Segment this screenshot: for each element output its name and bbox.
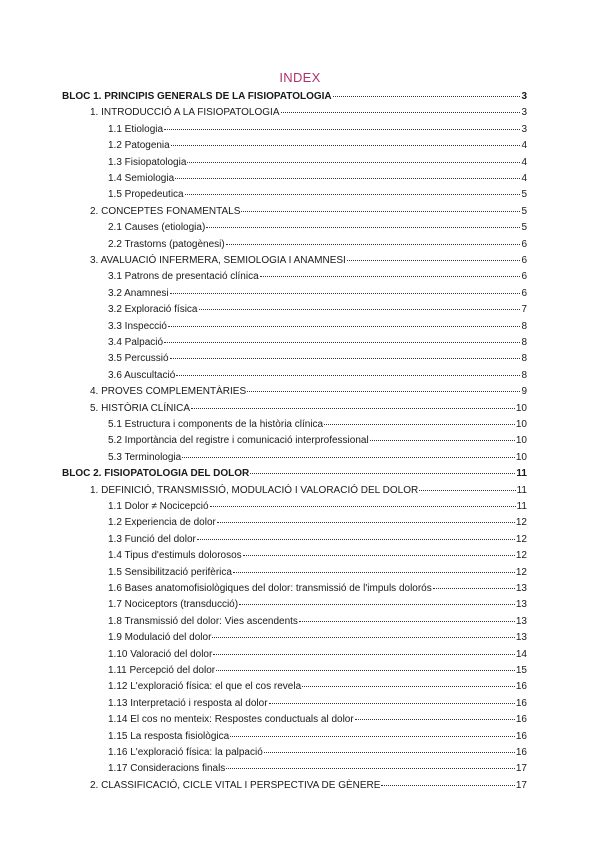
- toc-entry-label: 1.4 Tipus d'estimuls dolorosos: [108, 550, 242, 562]
- dot-leader: [175, 178, 520, 179]
- toc-entry[interactable]: [108, 681, 527, 693]
- toc-entry-label: 1.9 Modulació del dolor: [108, 632, 212, 644]
- index-title: INDEX: [279, 70, 321, 85]
- toc-entry[interactable]: [108, 370, 527, 382]
- dot-leader: [185, 194, 521, 195]
- toc-entry-label: 1.13 Interpretació i resposta al dolor: [108, 697, 268, 709]
- dot-leader: [171, 145, 521, 146]
- toc-entry-page: 10: [515, 402, 527, 414]
- toc-entry-label: 3.3 Inspecció: [108, 320, 167, 332]
- toc-entry-page: 10: [515, 451, 527, 463]
- toc-entry[interactable]: [90, 107, 527, 119]
- dot-leader: [281, 112, 521, 113]
- dot-leader: [233, 572, 515, 573]
- toc-entry-label: 1.12 L'exploració física: el que el cos revela: [108, 681, 302, 693]
- toc-entry[interactable]: [108, 731, 527, 743]
- toc-entry-label: 1.3 Funció del dolor: [108, 533, 196, 545]
- toc-entry[interactable]: [108, 321, 527, 333]
- dot-leader: [260, 276, 521, 277]
- toc-entry-label: BLOC 1. PRINCIPIS GENERALS DE LA FISIOPATOLOGIA: [62, 91, 332, 102]
- toc-entry[interactable]: [108, 140, 527, 152]
- toc-entry-page: 14: [515, 648, 527, 660]
- toc-entry-label: 5. HISTÒRIA CLÍNICA: [90, 402, 191, 414]
- dot-leader: [164, 342, 520, 343]
- toc-entry-page: 11: [516, 484, 527, 496]
- toc-entry-page: 16: [515, 747, 527, 758]
- toc-entry-page: 13: [515, 615, 527, 627]
- toc-entry-label: 1.1 Etiologia: [108, 123, 164, 135]
- toc-entry-page: 11: [516, 501, 527, 512]
- dot-leader: [212, 637, 514, 638]
- dot-leader: [206, 227, 520, 228]
- toc-entry-label: 1.7 Nociceptors (transducció): [108, 599, 239, 611]
- toc-entry-label: 5.1 Estructura i components de la història clínica: [108, 419, 324, 430]
- toc-entry[interactable]: [108, 698, 527, 710]
- toc-entry[interactable]: [108, 567, 527, 579]
- toc-entry[interactable]: [90, 386, 527, 398]
- toc-entry-page: 17: [515, 763, 527, 775]
- toc-entry-page: 12: [515, 517, 527, 529]
- dot-leader: [168, 326, 521, 327]
- toc-entry[interactable]: [108, 304, 527, 316]
- dot-leader: [197, 539, 515, 540]
- toc-entry-page: 13: [515, 583, 527, 594]
- toc-entry-page: 16: [515, 714, 527, 726]
- toc-entry-label: 1. DEFINICIÓ, TRANSMISSIÓ, MODULACIÓ I VALORACIÓ DEL DOLOR: [90, 484, 419, 496]
- toc-entry-page: 16: [515, 697, 527, 709]
- toc-entry[interactable]: [108, 452, 527, 464]
- toc-entry-page: 8: [521, 369, 527, 381]
- dot-leader: [355, 719, 515, 720]
- toc-entry-page: 12: [515, 550, 527, 562]
- toc-entry-label: 2. CLASSIFICACIÓ, CICLE VITAL I PERSPECTIVA DE GÈNERE: [90, 779, 381, 791]
- toc-entry[interactable]: [108, 353, 527, 365]
- toc-entry-page: 4: [521, 140, 527, 152]
- dot-leader: [239, 604, 515, 605]
- dot-leader: [247, 391, 520, 392]
- dot-leader: [170, 293, 521, 294]
- dot-leader: [182, 457, 515, 458]
- dot-leader: [433, 588, 515, 589]
- toc-entry-label: 3.2 Anamnesi: [108, 287, 169, 299]
- dot-leader: [230, 736, 515, 737]
- dot-leader: [176, 375, 520, 376]
- toc-entry[interactable]: [108, 550, 527, 562]
- dot-leader: [226, 768, 515, 769]
- toc-entry-page: 6: [521, 255, 527, 266]
- toc-entry[interactable]: [108, 239, 527, 251]
- toc-entry-page: 16: [515, 730, 527, 742]
- toc-entry[interactable]: [108, 435, 527, 447]
- toc-entry[interactable]: [108, 763, 527, 775]
- toc-entry[interactable]: [108, 173, 527, 185]
- toc-entry[interactable]: [90, 485, 527, 497]
- toc-entry-label: 5.2 Importància del registre i comunicació interprofessional: [108, 435, 369, 447]
- dot-leader: [419, 490, 515, 491]
- dot-leader: [216, 670, 515, 671]
- toc-entry[interactable]: [90, 206, 527, 218]
- toc-entry-label: 3.6 Auscultació: [108, 369, 176, 381]
- toc-entry[interactable]: [108, 534, 527, 546]
- toc-entry[interactable]: [62, 468, 527, 480]
- toc-entry-label: BLOC 2. FISIOPATOLOGIA DEL DOLOR: [62, 468, 250, 480]
- toc-entry-page: 12: [515, 566, 527, 578]
- toc-entry-page: 7: [521, 304, 527, 316]
- toc-entry-label: 1.5 Propedeutica: [108, 189, 184, 201]
- toc-entry-label: 5.3 Terminologia: [108, 451, 182, 463]
- toc-entry[interactable]: [62, 91, 527, 103]
- dot-leader: [381, 785, 514, 786]
- dot-leader: [269, 703, 515, 704]
- toc-entry[interactable]: [108, 649, 527, 661]
- toc-entry-label: 1.6 Bases anatomofisiològiques del dolor: transmissió de l'impuls dolorós: [108, 583, 432, 594]
- dot-leader: [324, 424, 515, 425]
- toc-entry-page: 17: [515, 779, 527, 791]
- toc-entry-label: 1.2 Experiencia de dolor: [108, 517, 216, 529]
- toc-entry[interactable]: [108, 157, 527, 169]
- toc-entry-label: 3. AVALUACIÓ INFERMERA, SEMIOLOGIA I ANAMNESI: [90, 255, 346, 266]
- toc-entry-label: 2. CONCEPTES FONAMENTALS: [90, 205, 241, 217]
- toc-entry[interactable]: [108, 124, 527, 136]
- toc-entry[interactable]: [108, 616, 527, 628]
- toc-entry-page: 10: [515, 435, 527, 447]
- toc-entry-page: 4: [521, 156, 527, 168]
- toc-entry-label: 1.1 Dolor ≠ Nocicepció: [108, 501, 209, 512]
- toc-entry-label: 1.10 Valoració del dolor: [108, 648, 213, 660]
- dot-leader: [187, 162, 520, 163]
- toc-entry[interactable]: [108, 665, 527, 677]
- toc-entry[interactable]: [108, 288, 527, 300]
- toc-entry-page: 8: [521, 320, 527, 332]
- dot-leader: [164, 129, 520, 130]
- dot-leader: [264, 752, 515, 753]
- toc-entry-page: 6: [521, 271, 527, 283]
- dot-leader: [250, 473, 515, 474]
- dot-leader: [217, 522, 515, 523]
- dot-leader: [347, 260, 521, 261]
- toc-entry-label: 1.11 Percepció del dolor: [108, 665, 216, 676]
- toc-entry-page: 5: [521, 222, 527, 234]
- toc-entry[interactable]: [90, 403, 527, 415]
- toc-entry-label: 1.2 Patogenia: [108, 140, 170, 152]
- toc-entry-label: 1.17 Consideracions finals: [108, 763, 226, 775]
- toc-entry[interactable]: [108, 222, 527, 234]
- dot-leader: [226, 244, 521, 245]
- toc-entry[interactable]: [108, 419, 527, 431]
- toc-entry-page: 16: [515, 681, 527, 693]
- toc-entry[interactable]: [108, 599, 527, 611]
- toc-entry-page: 11: [516, 468, 527, 480]
- toc-entry-page: 6: [521, 238, 527, 250]
- toc-entry[interactable]: [108, 501, 527, 513]
- toc-entry-label: 3.1 Patrons de presentació clínica: [108, 271, 259, 283]
- toc-entry-page: 10: [515, 419, 527, 430]
- dot-leader: [191, 408, 515, 409]
- toc-entry-page: 8: [521, 337, 527, 348]
- dot-leader: [213, 654, 515, 655]
- toc-entry[interactable]: [108, 189, 527, 201]
- toc-entry-label: 1.14 El cos no menteix: Respostes conductuals al dolor: [108, 714, 354, 726]
- toc-entry-label: 4. PROVES COMPLEMENTÀRIES: [90, 386, 247, 398]
- toc-entry[interactable]: [108, 714, 527, 726]
- toc-entry[interactable]: [108, 517, 527, 529]
- toc-entry-label: 3.5 Percussió: [108, 353, 169, 365]
- toc-entry-page: 3: [521, 91, 527, 102]
- toc-entry-page: 9: [521, 386, 527, 398]
- toc-entry[interactable]: [90, 255, 527, 267]
- toc-entry-label: 2.1 Causes (etiologia): [108, 222, 206, 234]
- toc-entry-page: 12: [515, 533, 527, 545]
- toc-entry-page: 8: [521, 353, 527, 365]
- toc-entry-label: 1.5 Sensibilització perifèrica: [108, 566, 232, 578]
- toc-entry[interactable]: [108, 271, 527, 283]
- dot-leader: [210, 506, 516, 507]
- toc-entry-page: 15: [515, 665, 527, 676]
- toc-entry-page: 5: [521, 189, 527, 201]
- toc-entry-label: 1.3 Fisiopatologia: [108, 156, 187, 168]
- toc-entry[interactable]: [108, 632, 527, 644]
- toc-entry-label: 1.16 L'exploració física: la palpació: [108, 747, 263, 758]
- dot-leader: [333, 96, 521, 97]
- dot-leader: [170, 358, 521, 359]
- dot-leader: [370, 440, 515, 441]
- toc-entry[interactable]: [108, 747, 527, 759]
- toc-entry[interactable]: [90, 780, 527, 792]
- toc-entry-page: 3: [521, 123, 527, 135]
- toc-entry-label: 1.15 La resposta fisiològica: [108, 730, 230, 742]
- toc-entry-page: 6: [521, 287, 527, 299]
- toc-entry-page: 13: [515, 632, 527, 644]
- toc-entry-page: 13: [515, 599, 527, 611]
- toc-entry-page: 4: [521, 173, 527, 184]
- toc-entry-label: 1.8 Transmissió del dolor: Vies ascendents: [108, 615, 298, 627]
- dot-leader: [199, 309, 521, 310]
- dot-leader: [243, 555, 515, 556]
- toc-entry-page: 3: [521, 107, 527, 119]
- dot-leader: [299, 621, 515, 622]
- dot-leader: [241, 211, 520, 212]
- toc-entry-label: 3.2 Exploració física: [108, 304, 198, 316]
- toc-entry-label: 2.2 Trastorns (patogènesi): [108, 238, 225, 250]
- toc-entry-page: 5: [521, 205, 527, 217]
- toc-entry-label: 1. INTRODUCCIÓ A LA FISIOPATOLOGIA: [90, 107, 280, 119]
- toc-entry-label: 3.4 Palpació: [108, 337, 164, 348]
- toc-entry[interactable]: [108, 583, 527, 595]
- toc-entry[interactable]: [108, 337, 527, 349]
- dot-leader: [302, 686, 515, 687]
- toc-entry-label: 1.4 Semiologia: [108, 173, 175, 184]
